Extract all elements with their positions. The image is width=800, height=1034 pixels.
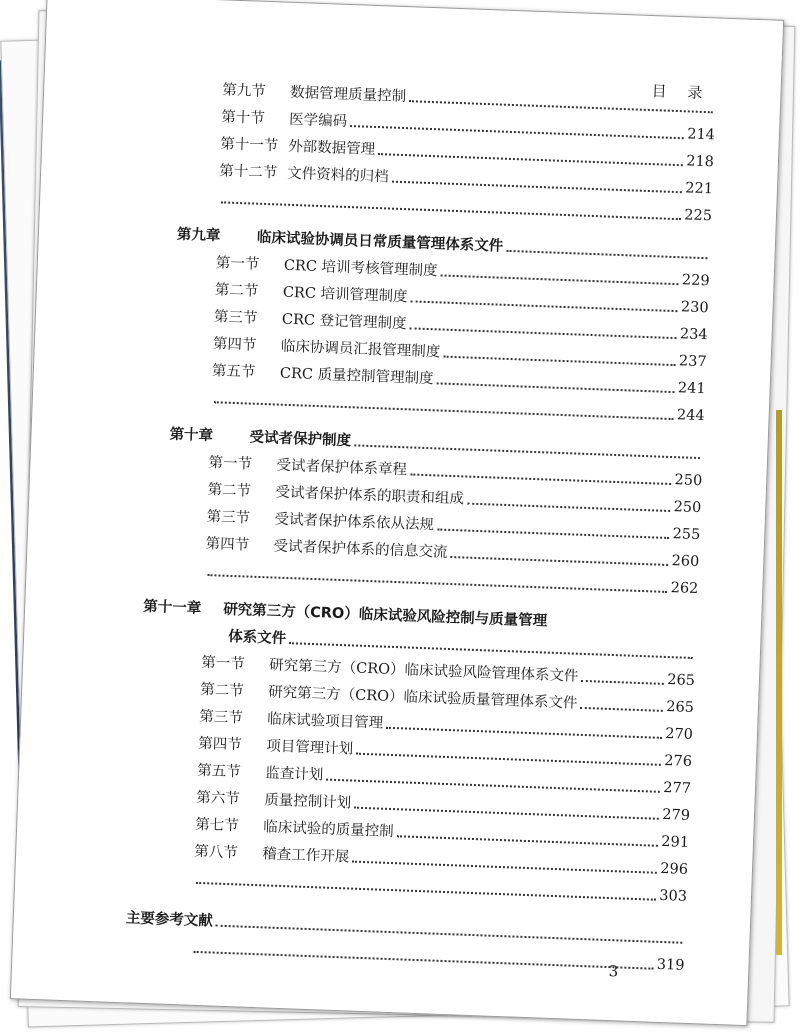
toc-title: CRC 培训管理制度 <box>282 284 408 306</box>
toc-number: 第九章 <box>176 226 221 245</box>
toc-leader-dots <box>440 274 679 285</box>
toc-title: 数据管理质量控制 <box>289 84 407 106</box>
toc-page-number: 296 <box>660 860 689 878</box>
toc-number: 第四节 <box>212 336 257 354</box>
toc-number: 第三节 <box>198 708 244 727</box>
toc-page-number: 303 <box>659 887 688 905</box>
toc-number: 第三节 <box>213 309 258 327</box>
toc-page-number: 255 <box>672 526 701 544</box>
toc-page-number: 260 <box>671 553 700 571</box>
toc-page-number: 279 <box>662 806 691 824</box>
toc-number: 第十一章 <box>142 598 202 617</box>
toc-number: 第一节 <box>215 255 260 273</box>
toc-title: 稽查工作开展 <box>261 846 350 866</box>
page-number: 3 <box>608 962 619 981</box>
toc-page-number: 319 <box>656 956 685 974</box>
toc-page-number: 221 <box>684 180 714 198</box>
toc-title: 体系文件 <box>227 628 287 648</box>
toc-page-number: 276 <box>663 752 693 770</box>
toc-page-number: 250 <box>673 499 702 517</box>
toc-chapter <box>143 597 697 637</box>
toc-page-number: 218 <box>685 153 715 171</box>
toc-leader-dots <box>410 473 672 485</box>
toc-page-number: 229 <box>681 272 710 290</box>
toc-page-number: 244 <box>676 407 705 425</box>
toc-page-number: 225 <box>683 207 713 225</box>
toc-leader-dots <box>437 528 670 539</box>
toc-leader-dots <box>354 807 659 820</box>
toc-number: 第十二节 <box>218 163 278 182</box>
toc-leader-dots <box>194 951 654 970</box>
toc-title: CRC 登记管理制度 <box>281 311 407 333</box>
toc-title: 外部数据管理 <box>287 138 376 158</box>
running-head: 目 录 <box>651 82 711 103</box>
toc-title: 文件资料的归档 <box>286 165 389 186</box>
toc-page-number: 230 <box>680 299 709 317</box>
toc-number: 第二节 <box>207 482 252 500</box>
toc-page-number: 214 <box>686 126 716 144</box>
book-cover-edge <box>776 410 782 955</box>
toc-title: 受试者保护体系章程 <box>276 457 408 479</box>
toc-page-number: 237 <box>678 353 707 371</box>
toc-leader-dots <box>386 727 662 739</box>
toc-page <box>10 0 784 1026</box>
toc-title: 受试者保护体系的职责和组成 <box>275 484 465 508</box>
toc-number: 第九节 <box>221 82 267 100</box>
toc-leader-dots <box>443 356 676 367</box>
toc-title: 研究第三方（CRO）临床试验风险控制与质量管理 <box>222 601 548 630</box>
toc-number: 第五节 <box>211 363 256 381</box>
toc-leader-dots <box>450 556 668 566</box>
toc-number: 第四节 <box>205 536 250 554</box>
toc-number: 第四节 <box>197 735 243 754</box>
toc-number: 第十节 <box>220 109 266 127</box>
toc-page-number: 241 <box>677 380 706 398</box>
toc-title: CRC 质量控制管理制度 <box>279 365 434 388</box>
toc-leader-dots <box>506 250 707 259</box>
toc-title: 医学编码 <box>288 111 348 130</box>
toc-leader-dots <box>350 125 684 139</box>
toc-number: 第五节 <box>196 762 242 781</box>
toc-leader-dots <box>289 642 693 659</box>
toc-number: 第二节 <box>199 681 245 700</box>
toc-title: 监查计划 <box>264 765 324 784</box>
toc-title: 质量控制计划 <box>263 792 352 812</box>
toc-number: 第一节 <box>208 455 253 473</box>
toc-number: 第三节 <box>206 509 251 527</box>
toc-title: 临床试验项目管理 <box>266 711 384 732</box>
toc-title: 研究第三方（CRO）临床试验风险管理体系文件 <box>268 657 579 685</box>
toc-leader-dots <box>352 861 657 874</box>
toc-title: 受试者保护体系依从法规 <box>274 511 435 534</box>
toc-title: 临床协调员汇报管理制度 <box>280 338 441 361</box>
toc-title: 受试者保护制度 <box>249 429 352 450</box>
toc-leader-dots <box>436 382 675 393</box>
toc-leader-dots <box>409 327 676 339</box>
toc-title: 项目管理计划 <box>265 738 354 758</box>
toc-page-number: 265 <box>666 672 696 690</box>
toc-title: 临床试验协调员日常质量管理体系文件 <box>256 229 504 255</box>
toc-title: 研究第三方（CRO）临床试验质量管理体系文件 <box>267 684 578 712</box>
toc-page-number: 291 <box>661 833 690 851</box>
toc-title: CRC 培训考核管理制度 <box>283 257 438 280</box>
toc-leader-dots <box>356 753 661 766</box>
toc-number: 第十一节 <box>219 136 279 155</box>
toc-leader-dots <box>581 680 664 685</box>
toc-leader-dots <box>396 835 658 847</box>
toc-title: 主要参考文献 <box>125 910 214 930</box>
toc-number: 第一节 <box>200 654 246 673</box>
toc-number: 第二节 <box>214 282 259 300</box>
toc-page-number: 262 <box>670 580 699 598</box>
toc-leader-dots <box>378 153 683 166</box>
toc-number: 第六节 <box>196 789 241 808</box>
toc-page-number: 277 <box>662 779 692 797</box>
toc-number: 第十章 <box>169 426 214 445</box>
toc-leader-dots <box>196 882 656 901</box>
toc-leader-dots <box>354 444 700 459</box>
toc-leader-dots <box>410 300 677 312</box>
toc-leader-dots <box>467 503 671 512</box>
toc-page-number: 265 <box>665 699 695 717</box>
toc-leader-dots <box>409 100 713 113</box>
toc-leader-dots <box>391 181 682 194</box>
toc-leader-dots <box>326 779 660 793</box>
toc-title: 临床试验的质量控制 <box>262 819 394 841</box>
toc-number: 第八节 <box>194 843 239 862</box>
toc-leader-dots <box>207 574 667 593</box>
toc-title: 受试者保护体系的信息交流 <box>273 538 448 561</box>
toc-page-number: 250 <box>674 472 703 490</box>
toc-number: 第七节 <box>195 816 240 835</box>
toc-leader-dots <box>580 707 663 712</box>
toc-leader-dots <box>221 201 681 220</box>
toc-leader-dots <box>214 401 674 420</box>
toc-page-number: 234 <box>679 326 708 344</box>
toc-page-number: 270 <box>664 725 694 743</box>
